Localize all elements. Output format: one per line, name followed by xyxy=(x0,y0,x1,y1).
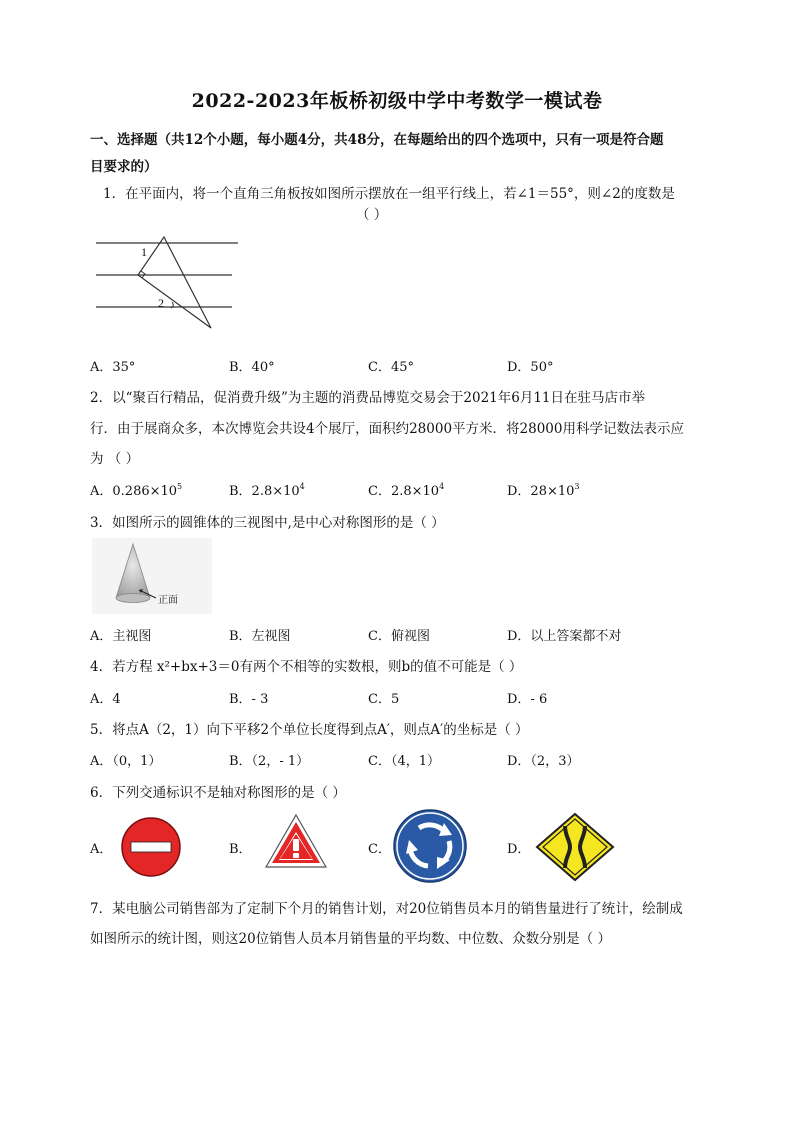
q2-option-a[interactable]: A．$0.286\times 10^5$ xyxy=(90,482,183,499)
q1-angle2-label: 2 xyxy=(158,296,164,310)
q6-text: 6．下列交通标识不是轴对称图形的是（ ） xyxy=(90,785,346,801)
q2-option-d[interactable]: D．$28\times 10^3$ xyxy=(507,482,580,499)
q7-text-line2: 如图所示的统计图，则这20位销售人员本月销售量的平均数、中位数、众数分别是（ ） xyxy=(90,931,611,947)
q3-option-a[interactable]: A．主视图 xyxy=(90,629,152,644)
q4-option-d[interactable]: D．- 6 xyxy=(507,692,548,707)
q6-option-c-label[interactable]: C． xyxy=(368,842,391,857)
q5-text: 5．将点A（2，1）向下平移2个单位长度得到点A′，则点A′的坐标是（ ） xyxy=(90,722,529,738)
q2-option-c[interactable]: C．$2.8\times 10^4$ xyxy=(368,482,445,499)
section-heading: 一、选择题（共12个小题，每小题4分，共48分，在每题给出的四个选项中，只有一项是符合题 xyxy=(90,132,664,148)
q6-option-a-label[interactable]: A． xyxy=(90,842,113,857)
q3-text: 3．如图所示的圆锥体的三视图中,是中心对称图形的是（ ） xyxy=(90,515,445,531)
q4-option-b[interactable]: B．- 3 xyxy=(229,692,269,707)
q2-text-line2: 行．由于展商众多，本次博览会共设4个展厅，面积约28000平方米．将28000用科学记数法表示应 xyxy=(90,421,684,437)
q5-option-c[interactable]: C．（4，1） xyxy=(368,754,440,769)
page-title: 2022-2023年板桥初级中学中考数学一模试卷 xyxy=(191,90,603,112)
q3-cone-figure xyxy=(92,538,212,614)
q1-option-c[interactable]: C．45° xyxy=(368,360,414,375)
q4-option-a[interactable]: A．4 xyxy=(90,692,121,707)
section-heading-cont: 目要求的） xyxy=(90,159,158,175)
no-entry-sign-icon[interactable] xyxy=(120,816,182,878)
q1-option-d[interactable]: D．50° xyxy=(507,360,554,375)
q2-text-line3: 为 （ ） xyxy=(90,451,140,467)
q2-option-b[interactable]: B．$2.8\times 10^4$ xyxy=(229,482,305,499)
q2-text-line1: 2．以“聚百行精品，促消费升级”为主题的消费品博览交易会于2021年6月11日在驻马店市举 xyxy=(90,390,646,406)
q6-option-d-label[interactable]: D． xyxy=(507,842,531,857)
q3-option-b[interactable]: B．左视图 xyxy=(229,629,291,644)
q6-option-b-label[interactable]: B． xyxy=(229,842,252,857)
q1-option-a[interactable]: A．35° xyxy=(90,360,136,375)
q1-text: 1．在平面内，将一个直角三角板按如图所示摆放在一组平行线上，若∠1＝55°，则∠2的度数是 xyxy=(103,186,675,202)
q3-option-d[interactable]: D．以上答案都不对 xyxy=(507,629,622,644)
q1-option-b[interactable]: B．40° xyxy=(229,360,275,375)
q1-parallel-lines-figure xyxy=(92,232,252,332)
q5-option-d[interactable]: D．（2，3） xyxy=(507,754,580,769)
q5-option-b[interactable]: B．（2，- 1） xyxy=(229,754,310,769)
q1-angle1-label: 1 xyxy=(141,245,147,259)
warning-triangle-sign-icon[interactable] xyxy=(263,812,329,870)
q7-text-line1: 7．某电脑公司销售部为了定制下个月的销售计划，对20位销售员本月的销售量进行了统计，绘制成 xyxy=(90,901,683,917)
roundabout-sign-icon[interactable] xyxy=(392,808,468,884)
q4-text: 4．若方程 x²+bx+3＝0有两个不相等的实数根，则b的值不可能是（ ） xyxy=(90,659,523,675)
q3-option-c[interactable]: C．俯视图 xyxy=(368,629,430,644)
narrow-road-sign-icon[interactable] xyxy=(535,812,615,882)
q1-paren: （ ） xyxy=(356,207,388,223)
q4-option-c[interactable]: C．5 xyxy=(368,692,400,707)
q5-option-a[interactable]: A．（0，1） xyxy=(90,754,162,769)
q3-front-label: 正面 xyxy=(158,595,178,606)
